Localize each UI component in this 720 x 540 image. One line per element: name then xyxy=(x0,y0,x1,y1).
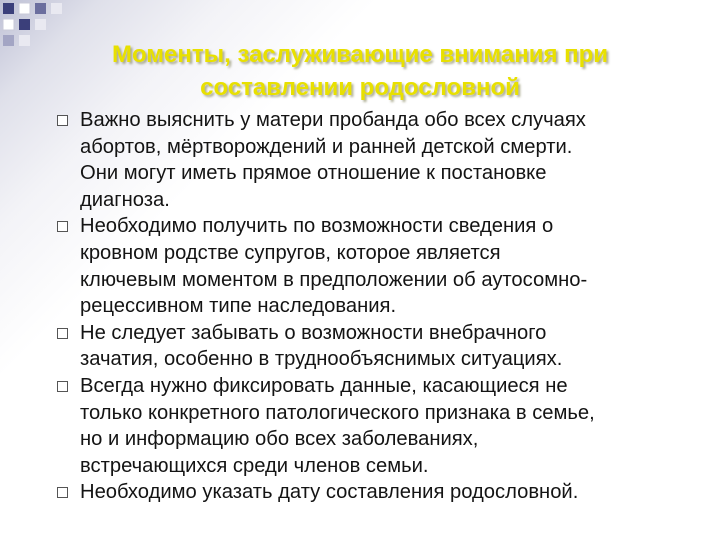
list-item xyxy=(56,479,696,506)
hollow-square-icon xyxy=(57,115,68,126)
list-item-line: Необходимо указать дату составления родословной. xyxy=(80,481,579,504)
list-item xyxy=(56,373,696,479)
list-item-line: Необходимо получить по возможности сведения о xyxy=(80,215,554,238)
list-item-line: только конкретного патологического признака в семье, xyxy=(80,401,595,424)
list-item-line: Они могут иметь прямое отношение к постановке xyxy=(80,162,547,185)
hollow-square-icon xyxy=(57,381,68,392)
list-item-line: кровном родстве супругов, которое является xyxy=(80,241,501,264)
bullet-list xyxy=(56,107,696,506)
list-item-line: Не следует забывать о возможности внебрачного xyxy=(80,321,547,344)
hollow-square-icon xyxy=(57,487,68,498)
list-item-line: рецессивном типе наследования. xyxy=(80,295,397,318)
list-item xyxy=(56,107,696,213)
list-item-line: Всегда нужно фиксировать данные, касающиеся не xyxy=(80,374,568,397)
title-line: Моменты, заслуживающие внимания при xyxy=(111,41,609,68)
hollow-square-icon xyxy=(57,328,68,339)
list-item-line: зачатия, особенно в труднообъяснимых ситуациях. xyxy=(80,348,563,371)
hollow-square-icon xyxy=(57,221,68,232)
list-item-line: ключевым моментом в предположении об аутосомно- xyxy=(80,268,588,291)
list-item xyxy=(56,213,696,319)
slide-title xyxy=(40,38,680,104)
list-item-line: Важно выяснить у матери пробанда обо всех случаях xyxy=(80,109,586,131)
list-item-line: встречающихся среди членов семьи. xyxy=(80,454,429,477)
title-line: составлении родословной xyxy=(200,74,520,101)
list-item-line: абортов, мёртворождений и ранней детской смерти. xyxy=(80,135,573,158)
list-item-line: но и информацию обо всех заболеваниях, xyxy=(80,428,479,451)
list-item-line: диагноза. xyxy=(80,188,170,211)
list-item xyxy=(56,320,696,373)
